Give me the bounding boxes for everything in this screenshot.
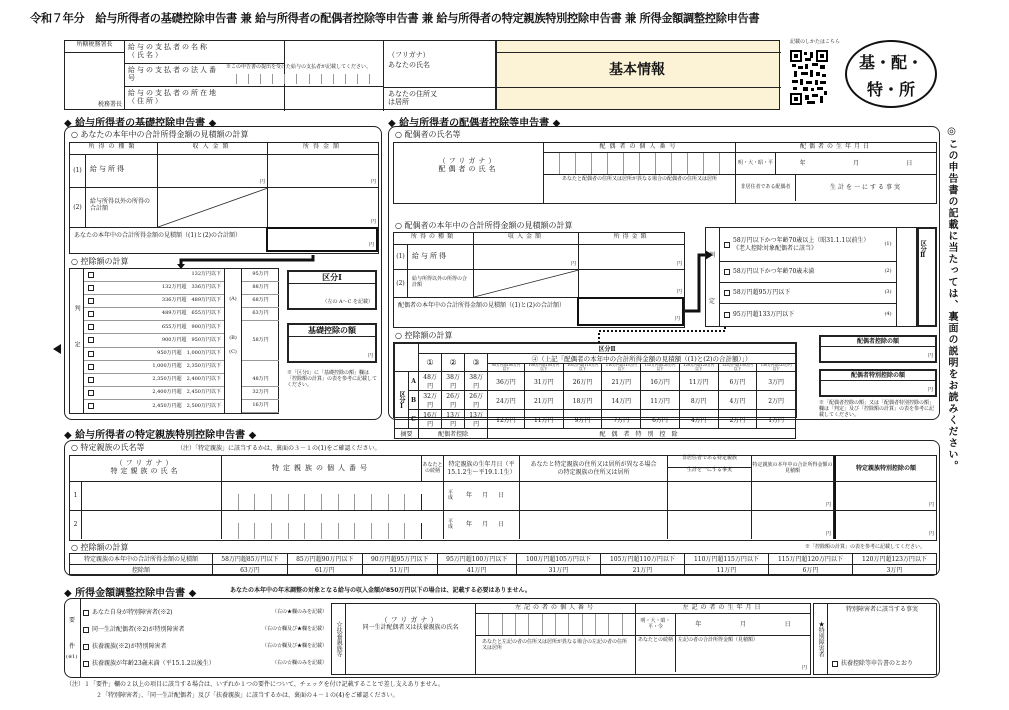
- kiso-kubun-label: 区分Ⅰ: [289, 272, 375, 284]
- chosei-number-digits[interactable]: [476, 614, 635, 636]
- haigu-amount-cell: 11万円: [524, 410, 563, 429]
- kiso-bracket-row[interactable]: [84, 334, 224, 347]
- kiso-row-1-amount[interactable]: 円: [370, 179, 376, 186]
- kiso-bracket-row[interactable]: [84, 269, 224, 282]
- tokutei-calc-amount: 6万円: [768, 564, 852, 575]
- kiso-bracket-label: 950万円超 1,000万円以下: [157, 349, 221, 356]
- chosei-item[interactable]: [83, 622, 327, 638]
- haigu-amount-cell: 6万円: [718, 372, 757, 391]
- haigu-tekiyo-tokubetsu: 配偶者特別控除: [488, 429, 796, 439]
- tokutei-deduction-input[interactable]: 円: [834, 511, 936, 539]
- haigu-tokubetsu-box[interactable]: 配偶者特別控除の額 円: [819, 369, 937, 397]
- your-name-label: あなたの氏名: [388, 61, 430, 70]
- tokutei-birth-input[interactable]: 平成 年 月 日: [444, 511, 520, 539]
- kiso-bracket-row[interactable]: [84, 321, 224, 334]
- tokutei-relation-label: あなたとの続柄: [422, 456, 444, 481]
- payer-number-label: 給与の支払者の法人番号: [128, 66, 218, 83]
- haigu-amount-cell: 4万円: [679, 410, 718, 429]
- tokutei-relation-input[interactable]: [422, 482, 444, 510]
- tokutei-deduction-input[interactable]: 円: [834, 482, 936, 510]
- header-payer-box: [64, 40, 496, 110]
- haigu-furigana: （フリガナ）: [438, 157, 499, 165]
- kiso-kubun-footnote: ※「区分Ⅰ」に「基礎控除の額」欄は「控除額の計算」の表を参考に記載してください。: [287, 370, 378, 388]
- form-type-badge: [845, 40, 937, 108]
- haigu-amount-cell: 26万円: [465, 391, 488, 410]
- checkbox-icon[interactable]: [724, 312, 730, 318]
- chosei-star-open-block: ☆扶養親族等 （フリガナ） 同一生計配偶者又は扶養親族の氏名 左記の者の個人番号 あなたと左記の者の住所又は居所が異なる場合の左記の者の住所又は居所 左記の者の生年月日 明・大・昭・平・令 年 月 日 あなたとの続柄 左記の者の合計所得金額（見積額） 円: [331, 603, 811, 675]
- haigu-birth: 配偶者の生年月日: [736, 143, 936, 153]
- kiso-bracket-label: 132万円超 336万円以下: [161, 284, 221, 291]
- haigu-range-cell: 110万円超115万円以下: [602, 364, 641, 372]
- haigu-name-title: ○ 配偶者の氏名等: [395, 130, 461, 139]
- tokutei-number-label: 特定親族の個人番号: [222, 456, 422, 481]
- haigu-nonresident: 非居住者である配偶者: [736, 175, 796, 201]
- haigu-table-head: 区分Ⅱ: [419, 344, 796, 354]
- chosei-item[interactable]: [83, 656, 327, 672]
- checkbox-icon[interactable]: [88, 377, 94, 383]
- haigu-hantei-num: (3): [884, 289, 892, 296]
- haigu-amount-cell: 11万円: [641, 391, 680, 410]
- haigu-amount-cell: 24万円: [488, 391, 525, 410]
- haigu-hantei-option[interactable]: [720, 262, 896, 283]
- checkbox-icon[interactable]: [83, 610, 89, 616]
- kiso-section-title: ◆ 給与所得者の基礎控除申告書 ◆: [64, 118, 217, 129]
- chosei-section: 要 件 (※1) あなた自身が特別障害者(※2) （右の★欄のみを記載） 同一生計配偶者(※2)が特別障害者 （右の☆欄及び★欄を記載） 扶養親族(※2)が特別障害者 （右の☆欄及び★欄を記載） 扶養親族が年齢23歳未満（平15.1.2以後生） （右の☆欄のみを記載） ☆扶養親族等 （フリガナ） 同一生計配偶者又は扶養親族の氏名 左記の者の個人番号 あなたと左記の者の住所又は居所が異なる場合の左記の者の住所又は居所 左記の者の生年月日 明・大・昭・平・令 年 月 日 あなたとの続柄 左記の者の合計所得金額（見積額） 円 ★特別障害者 特別障害者に該当する事実 扶養控除等申告書のとおり: [64, 598, 940, 678]
- kiso-bracket-row[interactable]: [84, 387, 224, 400]
- chosei-name-label: 同一生計配偶者又は扶養親族の氏名: [362, 624, 459, 632]
- kiso-row-2-amount[interactable]: 円: [370, 219, 376, 226]
- tokutei-address-label: あなたと特定親族の住所又は居所が異なる場合の特定親族の住所又は居所: [520, 456, 668, 481]
- kiso-bracket-label: 2,450万円超 2,500万円以下: [152, 402, 221, 409]
- checkbox-icon[interactable]: [724, 269, 730, 275]
- haigu-amount-cell: 36万円: [488, 372, 525, 391]
- chosei-item-label: 同一生計配偶者(※2)が特別障害者: [92, 626, 185, 634]
- checkbox-icon[interactable]: [88, 285, 94, 291]
- basic-info-box[interactable]: [496, 40, 780, 110]
- chosei-fact-label: 特別障害者に該当する事実: [845, 606, 918, 613]
- payer-number-note: ※この申告書の提出を受けた給与の支払者が記載してください。: [226, 64, 372, 70]
- badge-line-2: 特・所: [866, 80, 915, 99]
- haigu-era[interactable]: 明・大・昭・平: [736, 153, 776, 174]
- tokutei-calc-range: 90万円超95万円以下: [362, 554, 437, 565]
- tokutei-calc-amount: 51万円: [362, 564, 437, 575]
- kiso-row-1-income[interactable]: 円: [158, 155, 268, 187]
- checkbox-icon[interactable]: [88, 311, 94, 317]
- chosei-item[interactable]: [83, 605, 327, 621]
- tokutei-name-title: ○ 特定親族の氏名等: [71, 443, 145, 452]
- tokutei-calc-label-1: 特定親族の本年中の合計所得金額の見積額: [70, 554, 213, 565]
- haigu-amount-cell: 18万円: [563, 391, 602, 410]
- payer-name-label: 給与の支払者の名称（氏名）: [128, 43, 209, 60]
- haigu-hantei-num: (2): [884, 268, 892, 275]
- haigu-kojo-box[interactable]: 配偶者控除の額 円: [819, 335, 937, 363]
- haigu-tokubetsu-label: 配偶者特別控除の額: [821, 371, 935, 381]
- tokutei-number-digits[interactable]: [222, 523, 422, 539]
- tokutei-calc-amount: 31万円: [516, 564, 600, 575]
- tokutei-calc-table: [69, 553, 937, 575]
- haigu-hantei-num: (1): [884, 240, 892, 247]
- haigu-amount-cell: 21万円: [524, 391, 563, 410]
- kiso-kubun-box[interactable]: [287, 270, 377, 310]
- haigu-same-living: 生計を一にする事実: [829, 184, 902, 192]
- haigu-number-digits[interactable]: [544, 153, 735, 175]
- chosei-item-note: （右の★欄のみを記載）: [271, 609, 327, 616]
- kiso-bracket-label: 132万円以下: [191, 271, 221, 278]
- haigu-tekiyo-kojo: 配偶者控除: [419, 429, 488, 439]
- tokutei-name-label: 特定親族の氏名: [110, 467, 181, 476]
- tokutei-calc-amount: 41万円: [437, 564, 516, 575]
- tokutei-calc-range: 115万円超120万円以下: [768, 554, 852, 565]
- tokutei-relation-input[interactable]: [422, 511, 444, 539]
- haigu-table-subhead: ④（上記「配偶者の本年中の合計所得金額の見積額（(1)と(2)の合計額）」）: [488, 354, 796, 364]
- checkbox-icon[interactable]: [88, 298, 94, 304]
- haigu-row-1-amount[interactable]: 円: [676, 261, 682, 268]
- tokutei-calc-range: 95万円超100万円以下: [437, 554, 516, 565]
- kiso-bracket-row[interactable]: [84, 282, 224, 295]
- haigu-kubun1-label: 区分Ⅰ: [395, 372, 409, 429]
- haigu-amount-cell: 38万円: [465, 372, 488, 391]
- haigu-amount-cell: 2万円: [757, 391, 796, 410]
- haigu-range-cell: 115万円超120万円以下: [641, 364, 680, 372]
- haigu-amount-cell: 3万円: [757, 372, 796, 391]
- haigu-range-cell: 125万円超130万円以下: [718, 364, 757, 372]
- chosei-item-label: 扶養親族が年齢23歳未満（平15.1.2以後生）: [92, 660, 215, 668]
- tax-office-suffix: 税務署長: [97, 100, 122, 108]
- kiso-bracket-table: [69, 268, 279, 414]
- kiso-amount-cell: 95万円: [242, 269, 279, 282]
- haigu-total-amount[interactable]: 円: [577, 297, 684, 326]
- chosei-subtitle: あなたの本年中の年末調整の対象となる給与の収入金額が850万円以下の場合は、記載する必要はありません。: [230, 587, 531, 594]
- footnote-2: ２「特別障害者」、「同一生計配偶者」及び「扶養親族」に該当するかは、裏面の４－１の(4)をご確認ください。: [96, 692, 399, 699]
- tokutei-row: [70, 511, 936, 540]
- kiso-bracket-row[interactable]: [84, 308, 224, 321]
- kiso-amount-cell: 63万円: [242, 308, 279, 321]
- kiso-section: [64, 126, 382, 420]
- haigu-amount-cell: 2万円: [718, 410, 757, 429]
- checkbox-icon[interactable]: [724, 290, 730, 296]
- tokutei-birth-input[interactable]: 平成 年 月 日: [444, 482, 520, 510]
- haigu-amount-cell: 38万円: [442, 372, 465, 391]
- kiso-amount-cell: 88万円: [242, 282, 279, 295]
- kiso-amount-cell: 16万円: [242, 400, 279, 413]
- tokutei-table: （フリガナ） 特定親族の氏名 特定親族の個人番号 あなたとの続柄 特定親族の生年月日（平15.1.2生～平19.1.1生） あなたと特定親族の住所又は居所が異なる場合の特定親族の住所又は居所 非居住者である特定親族 生計を一にする事実 特定親族の本年中の合計所得金額の見積額 特定親族特別控除の額 1 平成 年 月 日 円 円 2 平成 年 月 日 円 円: [69, 455, 937, 541]
- tokutei-note: （注）「特定親族」に該当するかは、裏面の３－１の(1)をご確認ください。: [177, 445, 381, 452]
- tokutei-calc-range: 100万円超105万円以下: [516, 554, 600, 565]
- tokutei-calc-range: 120万円超123万円以下: [852, 554, 936, 565]
- haigu-row-key: A: [409, 372, 419, 391]
- haigu-amount-cell: 12万円: [488, 410, 525, 429]
- haigu-hantei-label: 95万円超133万円以下: [733, 311, 795, 319]
- haigu-row-2-amount[interactable]: 円: [676, 289, 682, 296]
- haigu-kubun2-label: 区分Ⅱ: [919, 239, 927, 259]
- kiso-row-1-no: (1): [70, 155, 86, 187]
- haigu-range-cell: 105万円超110万円以下: [563, 364, 602, 372]
- tokutei-address-input[interactable]: [520, 511, 668, 539]
- tokutei-section-title: ◆ 給与所得者の特定親族特別控除申告書 ◆: [64, 430, 257, 441]
- checkbox-icon[interactable]: [724, 242, 730, 248]
- haigu-amount-cell: 14万円: [602, 391, 641, 410]
- haigu-amount-cell: 16万円: [419, 410, 442, 429]
- haigu-deduction-title: ○ 控除額の計算: [395, 331, 453, 340]
- checkbox-icon[interactable]: [88, 272, 94, 278]
- haigu-amount-cell: 8万円: [679, 391, 718, 410]
- badge-line-1: 基・配・: [858, 53, 923, 72]
- haigu-hantei-label: 58万円以下かつ年齢70歳未満: [733, 268, 815, 276]
- tokutei-section: [64, 440, 940, 576]
- chosei-star-filled-block: [813, 603, 937, 675]
- haigu-hantei-num: (4): [884, 311, 892, 318]
- haigu-amount-cell: 31万円: [524, 372, 563, 391]
- kiso-bracket-label: 2,400万円超 2,450万円以下: [152, 388, 221, 395]
- furigana-label: （フリガナ）: [388, 51, 430, 59]
- checkbox-icon[interactable]: [88, 364, 94, 370]
- checkbox-icon[interactable]: [88, 324, 94, 330]
- kiso-col-income: 収入金額: [158, 143, 268, 154]
- tokutei-row-no: 1: [70, 482, 82, 510]
- haigu-hantei-label: 58万円以下かつ年齢70歳以上（昭31.1.1以前生）《老人控除対象配偶者に該当》: [733, 237, 870, 252]
- tokutei-calc-title: ○ 控除額の計算: [71, 543, 129, 552]
- kiso-bracket-row[interactable]: [84, 361, 224, 374]
- kiso-bracket-row[interactable]: [84, 374, 224, 387]
- haigu-amount-cell: 16万円: [641, 372, 680, 391]
- chosei-star-filled-label: ★特別障害者: [814, 604, 828, 674]
- kiso-amount-cell: 32万円: [242, 387, 279, 400]
- qr-code-icon[interactable]: [790, 50, 828, 106]
- haigu-tekiyo-label: 摘要: [395, 429, 419, 439]
- kiso-kubun-note: （左の A～C を記載）: [322, 299, 373, 306]
- chosei-section-title: ◆ 所得金額調整控除申告書 ◆: [64, 588, 197, 599]
- tokutei-calc-amount: 63万円: [213, 564, 288, 575]
- kiso-amount-cell: 58万円: [242, 321, 279, 360]
- haigu-hantei-option[interactable]: [720, 228, 896, 262]
- haigu-amount-cell: 11万円: [679, 372, 718, 391]
- kiso-bracket-label: 2,350万円超 2,400万円以下: [152, 375, 221, 382]
- chosei-item-label: あなた自身が特別障害者(※2): [92, 609, 173, 617]
- kiso-bracket-label: 655万円超 900万円以下: [161, 323, 221, 330]
- haigu-hantei-option[interactable]: [720, 304, 896, 326]
- haigu-range-cell: 100万円超105万円以下: [524, 364, 563, 372]
- side-note: ◎この申告書の記載に当たっては、裏面の説明をお読みください。: [946, 126, 957, 472]
- kiso-group-label: (A): [229, 296, 237, 303]
- haigu-name-table: （フリガナ） 配偶者の氏名 配偶者の個人番号 あなたと配偶者の住所又は居所が異なる場合の配偶者の住所又は居所 配偶者の生年月日 明・大・昭・平 年 月 日 非居住者である配偶者 生計を一にする事実: [393, 142, 937, 204]
- haigu-hantei-label: 58万円超95万円以下: [733, 289, 791, 297]
- haigu-total-label: 配偶者の本年中の合計所得金額の見積額（(1)と(2)の合計額）: [398, 302, 565, 309]
- kiso-bracket-row[interactable]: [84, 348, 224, 361]
- kiso-bracket-row[interactable]: [84, 400, 224, 413]
- haigu-kubun2-box[interactable]: [917, 227, 937, 327]
- haigu-estimate-title: ○ 配偶者の本年中の合計所得金額の見積額の計算: [395, 221, 573, 230]
- kiso-estimate-title: ○ あなたの本年中の合計所得金額の見積額の計算: [71, 130, 249, 139]
- tokutei-calc-label-2: 控除額: [70, 564, 213, 575]
- tokutei-calc-range: 58万円超85万円以下: [213, 554, 288, 565]
- haigu-amount-cell: 6万円: [641, 410, 680, 429]
- haigu-amount-cell: 13万円: [442, 410, 465, 429]
- haigu-amount-cell: 7万円: [602, 410, 641, 429]
- tokutei-number-digits[interactable]: [222, 494, 422, 510]
- basic-info-label: 基本情報: [609, 62, 665, 78]
- tokutei-calc-amount: 21万円: [600, 564, 684, 575]
- chosei-era[interactable]: 明・大・昭・平・令: [636, 614, 676, 635]
- checkbox-icon[interactable]: [88, 390, 94, 396]
- tokutei-calc-amount: 3万円: [852, 564, 936, 575]
- kiso-amount-cell: 68万円: [242, 295, 279, 308]
- kiso-estimate-table: [69, 142, 379, 254]
- qr-caption: 記載のしかたはこちら: [790, 39, 841, 45]
- tokutei-name-input[interactable]: [82, 511, 222, 539]
- checkbox-icon[interactable]: [83, 661, 89, 667]
- kiso-bracket-label: 900万円超 950万円以下: [161, 336, 221, 343]
- tax-office-label: 所轄税務署長: [76, 41, 113, 48]
- kiso-col-amount: 所得金額: [302, 143, 343, 150]
- haigu-amount-cell: 1万円: [757, 410, 796, 429]
- haigu-individual-number: 配偶者の個人番号: [544, 143, 735, 153]
- kiso-bracket-label: 1,000万円超 2,350万円以下: [152, 362, 221, 369]
- checkbox-icon[interactable]: [88, 403, 94, 409]
- kiso-row-1-label: 給与所得: [86, 155, 158, 187]
- kiso-col-type: 所得の種類: [70, 143, 158, 154]
- haigu-amount-cell: 26万円: [563, 372, 602, 391]
- tokutei-address-input[interactable]: [520, 482, 668, 510]
- kiso-hantei-label: 判定: [70, 269, 84, 413]
- haigu-amount-cell: 26万円: [442, 391, 465, 410]
- kiso-amount-cell: 48万円: [242, 374, 279, 387]
- checkbox-icon[interactable]: [88, 337, 94, 343]
- haigu-amount-cell: 4万円: [718, 391, 757, 410]
- kiso-arrow: [175, 254, 315, 268]
- tokutei-estimate-input[interactable]: 円: [752, 511, 834, 539]
- kiso-bracket-label: 489万円超 655万円以下: [161, 310, 221, 317]
- haigu-deduction-table: 区分Ⅱ ① ② ③ ④（上記「配偶者の本年中の合計所得金額の見積額（(1)と(2)の合計額）」） 95万円超100万円以下 100万円超105万円以下 105万円超110万円以下 110万円超115万円以下 115万円超120万円以下 120万円超125万円以下 125万円超130万円以下 130万円超133万円以下 区分Ⅰ A 48万円 38万円 38万円 36万円 31万円 26万円 21万円 16万円 11万円 6万円 3万円 B 32万円 26万円 26万円 24万円 21万円 18万円 14万円 11万円 8万円 4万円 2万円 C 16万円 13万円 13万円 12万円 11万円 9万円 7万円 6万円 4万円 2万円 1万円 摘要 配偶者控除 配偶者特別控除: [393, 342, 797, 418]
- tokutei-deduction-label: 特定親族特別控除の額: [834, 456, 936, 481]
- tokutei-birth-label: 特定親族の生年月日（平15.1.2生～平19.1.1生）: [444, 456, 520, 481]
- kiso-row-2-no: (2): [70, 188, 86, 227]
- your-address-label: あなたの住所又は居所: [388, 90, 437, 107]
- checkbox-icon[interactable]: [83, 644, 89, 650]
- kiso-basic-deduction-box[interactable]: 基礎控除の額 円: [287, 323, 377, 363]
- haigu-section-title: ◆ 給与所得者の配偶者控除等申告書 ◆: [388, 118, 561, 129]
- chosei-item-note: （右の☆欄のみを記載）: [271, 660, 327, 667]
- tokutei-row-no: 2: [70, 511, 82, 539]
- haigu-address-diff: あなたと配偶者の住所又は居所が異なる場合の配偶者の住所又は居所: [561, 176, 717, 182]
- tokutei-calc-amount: 61万円: [287, 564, 362, 575]
- chosei-fuyo-check[interactable]: 扶養控除等申告書のとおり: [832, 660, 913, 667]
- tokutei-calc-note: ※「控除額の計算」の表を参考に記載してください。: [805, 544, 926, 550]
- haigu-hantei-option[interactable]: [720, 283, 896, 304]
- tokutei-estimate-input[interactable]: 円: [752, 482, 834, 510]
- kiso-total-amount[interactable]: 円: [266, 227, 378, 252]
- form-title: 令和７年分 給与所得者の基礎控除申告書 兼 給与所得者の配偶者控除等申告書 兼 給与所得者の特定親族特別控除申告書 兼 所得金額調整控除申告書: [30, 12, 760, 25]
- footnote-1: （注）１「要件」欄の２以上の項目に該当する場合は、いずれか１つの要件について、チェックを付け記載することで差し支えありません。: [66, 681, 444, 688]
- tokutei-calc-amount: 11万円: [684, 564, 768, 575]
- haigu-row-key: C: [409, 410, 419, 429]
- chosei-star-open-label: ☆扶養親族等: [332, 604, 346, 674]
- checkbox-icon[interactable]: [88, 351, 94, 357]
- chosei-item-note: （右の☆欄及び★欄を記載）: [261, 643, 327, 650]
- tokutei-row: [70, 482, 936, 511]
- kiso-basic-deduction-label: 基礎控除の額: [289, 325, 375, 337]
- haigu-range-cell: 130万円超133万円以下: [757, 364, 796, 372]
- haigu-row-1-income[interactable]: 円: [474, 245, 579, 269]
- kiso-bracket-row[interactable]: [84, 295, 224, 308]
- tokutei-calc-range: 110万円超115万円以下: [684, 554, 768, 565]
- haigu-amount-cell: 21万円: [602, 372, 641, 391]
- haigu-estimate-table: 所得の種類 収入金額 所得金額 (1) 給与所得 円 円 (2) 給与所得以外の所得の合計額 円 配偶者の本年中の合計所得金額の見積額（(1)と(2)の合計額） 円: [393, 232, 685, 328]
- kiso-group-label: (C): [229, 348, 237, 355]
- tokutei-calc-range: 85万円超90万円以下: [287, 554, 362, 565]
- haigu-spouse-name: 配偶者の氏名: [438, 165, 499, 174]
- tokutei-calc-range: 105万円超110万円以下: [600, 554, 684, 565]
- haigu-section: [388, 126, 940, 438]
- checkbox-icon[interactable]: [83, 627, 89, 633]
- kiso-deduction-title: ○ 控除額の計算: [71, 257, 129, 266]
- haigu-range-cell: 95万円超100万円以下: [488, 364, 525, 372]
- tokutei-nonresident-input[interactable]: [668, 511, 752, 539]
- haigu-amount-cell: 9万円: [563, 410, 602, 429]
- kiso-left-arrow: [53, 339, 61, 349]
- kiso-group-label: (B): [229, 335, 237, 342]
- payer-number-digits[interactable]: [225, 74, 381, 84]
- chosei-item[interactable]: [83, 639, 327, 655]
- tokutei-nonresident-input[interactable]: [668, 482, 752, 510]
- chosei-item-label: 扶養親族(※2)が特別障害者: [92, 643, 167, 651]
- haigu-amount-cell: 32万円: [419, 391, 442, 410]
- haigu-kojo-label: 配偶者控除の額: [821, 337, 935, 347]
- haigu-amount-cell: 13万円: [465, 410, 488, 429]
- tokutei-estimate-label: 特定親族の本年中の合計所得金額の見積額: [752, 456, 834, 481]
- haigu-range-cell: 120万円超125万円以下: [679, 364, 718, 372]
- haigu-footnote: ※「配偶者控除の額」又は「配偶者特別控除の額」欄は「判定」及び「控除額の計算」の表を参考に記載してください。: [819, 400, 935, 418]
- haigu-row-key: B: [409, 391, 419, 410]
- payer-address-label: 給与の支払者の所在地（住所）: [128, 89, 218, 106]
- haigu-hantei-box: 判 定 58万円以下かつ年齢70歳以上（昭31.1.1以前生）《老人控除対象配偶者に該当》 (1) 58万円以下かつ年齢70歳未満 (2) 58万円超95万円以下 (3) 95万円超133万円以下 (4): [705, 227, 917, 327]
- kiso-row-2-label: 給与所得以外の所得の合計額: [86, 188, 158, 227]
- haigu-amount-cell: 48万円: [419, 372, 442, 391]
- kiso-bracket-label: 336万円超 489万円以下: [161, 297, 221, 304]
- chosei-item-note: （右の☆欄及び★欄を記載）: [261, 626, 327, 633]
- tokutei-name-input[interactable]: [82, 482, 222, 510]
- kiso-total-label: あなたの本年中の合計所得金額の見積額（(1)と(2)の合計額）: [74, 232, 241, 239]
